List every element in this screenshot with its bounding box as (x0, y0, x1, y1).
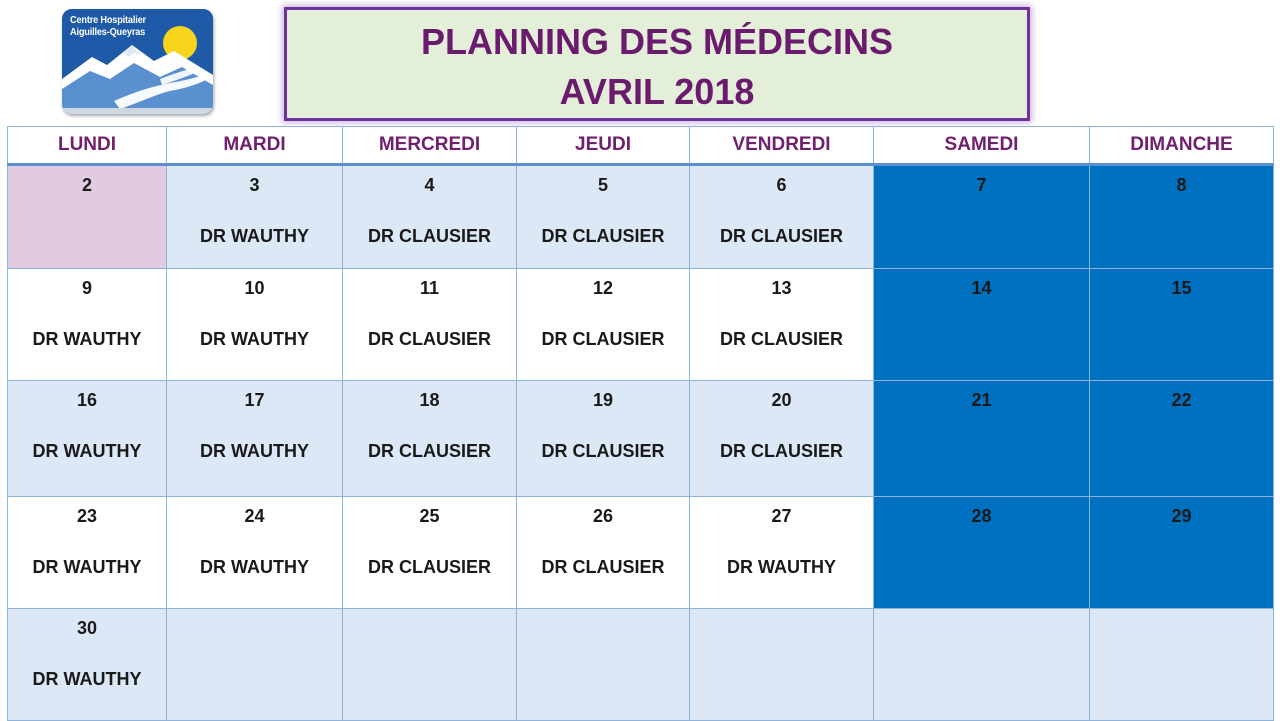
day-cell (517, 165, 690, 269)
day-cell (690, 381, 874, 497)
day-number: 5 (597, 175, 608, 195)
empty-cell (167, 609, 343, 721)
calendar-table (7, 126, 1274, 721)
day-number: 22 (1171, 390, 1192, 410)
doctor-name: DR WAUTHY (200, 329, 309, 349)
day-cell (517, 381, 690, 497)
weekend-cell (874, 269, 1090, 381)
empty-cell (343, 609, 517, 721)
day-number: 19 (592, 390, 614, 410)
day-number: 18 (419, 390, 440, 410)
day-cell (343, 381, 517, 497)
day-header-wednesday: MERCREDI (343, 127, 517, 165)
empty-cell (690, 609, 874, 721)
day-number: 14 (971, 278, 992, 298)
calendar-week-row (8, 497, 1274, 609)
day-number: 25 (419, 506, 440, 526)
day-number: 4 (424, 175, 435, 195)
day-header-monday: LUNDI (8, 127, 167, 165)
doctor-name: DR WAUTHY (32, 329, 142, 349)
day-cell (690, 497, 874, 609)
doctor-name: DR CLAUSIER (541, 329, 665, 349)
empty-cell (517, 609, 690, 721)
day-number: 2 (81, 175, 92, 195)
day-number: 29 (1171, 506, 1192, 526)
day-number: 15 (1171, 278, 1192, 298)
weekend-cell (874, 165, 1090, 269)
day-cell (167, 497, 343, 609)
title-box (284, 7, 1030, 121)
day-number: 21 (971, 390, 992, 410)
doctor-name: DR CLAUSIER (367, 441, 491, 461)
day-cell (690, 269, 874, 381)
hospital-logo (62, 9, 213, 114)
doctor-name: DR WAUTHY (200, 226, 309, 246)
doctor-name: DR WAUTHY (32, 557, 142, 577)
logo-line-2: Aiguilles-Queyras (70, 27, 146, 38)
day-cell (517, 497, 690, 609)
day-header-sunday: DIMANCHE (1090, 127, 1274, 165)
doctor-name: DR WAUTHY (200, 441, 309, 461)
day-number: 7 (976, 175, 987, 195)
doctor-name: DR CLAUSIER (541, 557, 665, 577)
logo-line-1: Centre Hospitalier (70, 15, 146, 26)
doctor-name: DR CLAUSIER (367, 557, 491, 577)
day-cell (8, 609, 167, 721)
empty-cell (874, 609, 1090, 721)
doctor-name: DR CLAUSIER (367, 226, 491, 246)
day-number: 10 (244, 278, 265, 298)
doctor-name: DR CLAUSIER (541, 226, 665, 246)
doctor-name: DR WAUTHY (200, 557, 309, 577)
day-cell (8, 269, 167, 381)
day-cell (343, 497, 517, 609)
doctor-name (8, 197, 166, 226)
page-title: PLANNING DES MÉDECINS (420, 21, 894, 62)
doctor-name: DR WAUTHY (32, 669, 142, 689)
day-number: 17 (244, 390, 265, 410)
calendar-header-row (8, 127, 1274, 165)
day-cell (343, 165, 517, 269)
weekend-cell (1090, 269, 1274, 381)
day-cell (8, 165, 167, 269)
day-number: 30 (76, 618, 98, 638)
day-cell (343, 269, 517, 381)
day-number: 24 (244, 506, 265, 526)
day-number: 9 (81, 278, 92, 298)
day-cell (167, 381, 343, 497)
doctor-name: DR CLAUSIER (719, 441, 843, 461)
day-header-tuesday: MARDI (167, 127, 343, 165)
day-cell (517, 269, 690, 381)
doctor-name: DR CLAUSIER (541, 441, 665, 461)
calendar-week-row (8, 381, 1274, 497)
weekend-cell (1090, 497, 1274, 609)
doctor-name: DR WAUTHY (727, 557, 836, 577)
day-number: 23 (76, 506, 98, 526)
day-number: 8 (1176, 175, 1187, 195)
day-header-saturday: SAMEDI (874, 127, 1090, 165)
doctor-name: DR WAUTHY (32, 441, 142, 461)
day-number: 20 (771, 390, 792, 410)
weekend-cell (1090, 165, 1274, 269)
day-header-thursday: JEUDI (517, 127, 690, 165)
doctor-name: DR CLAUSIER (719, 329, 843, 349)
doctor-name: DR CLAUSIER (367, 329, 491, 349)
day-number: 3 (249, 175, 260, 195)
calendar-week-row (8, 609, 1274, 721)
day-cell (167, 269, 343, 381)
calendar-week-row (8, 269, 1274, 381)
weekend-cell (874, 497, 1090, 609)
doctor-name: DR CLAUSIER (719, 226, 843, 246)
day-number: 11 (419, 278, 440, 298)
day-header-friday: VENDREDI (690, 127, 874, 165)
empty-cell (1090, 609, 1274, 721)
day-cell (8, 497, 167, 609)
page-subtitle: AVRIL 2018 (559, 71, 755, 112)
day-cell (167, 165, 343, 269)
weekend-cell (874, 381, 1090, 497)
calendar-week-row (8, 165, 1274, 269)
day-number: 27 (771, 506, 792, 526)
day-number: 16 (76, 390, 98, 410)
day-number: 26 (592, 506, 614, 526)
weekend-cell (1090, 381, 1274, 497)
day-number: 13 (771, 278, 792, 298)
day-cell (8, 381, 167, 497)
day-number: 6 (776, 175, 787, 195)
day-cell (690, 165, 874, 269)
day-number: 28 (971, 506, 992, 526)
day-number: 12 (592, 278, 614, 298)
logo-text (70, 15, 180, 39)
